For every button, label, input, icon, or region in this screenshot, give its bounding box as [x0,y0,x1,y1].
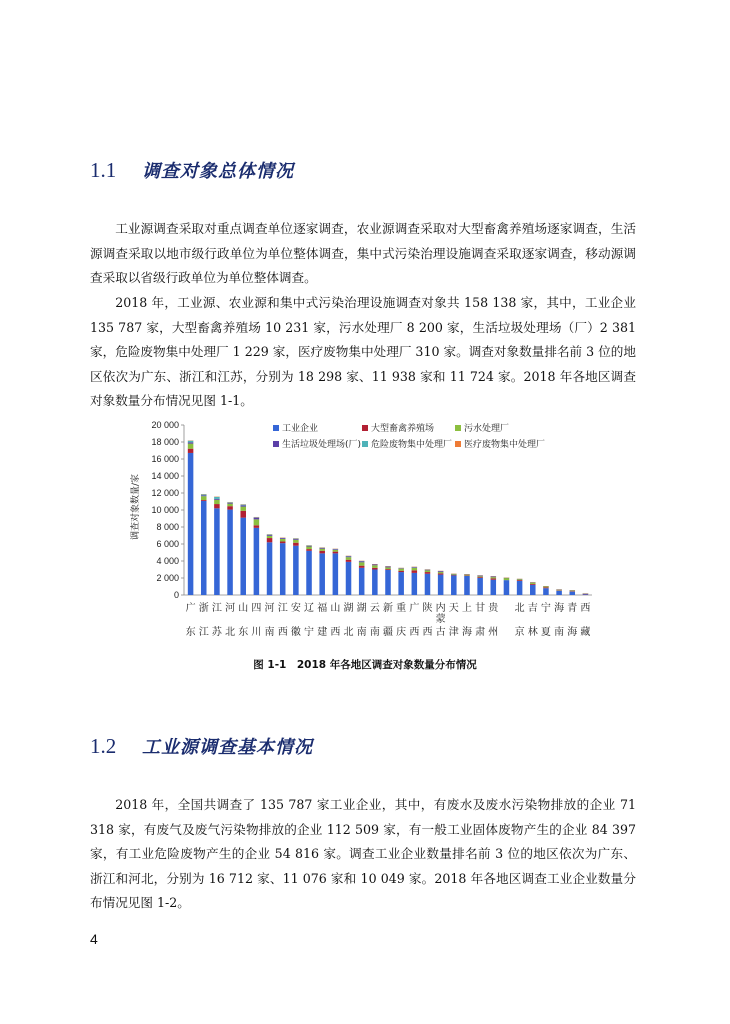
legend-swatch [273,441,279,447]
bar-segment [385,570,391,595]
section-title: 工业源调查基本情况 [142,737,313,758]
category-label: 吉 [527,603,538,614]
category-label: 宁 [540,603,551,614]
bar-segment [293,543,299,546]
category-label: 重 [396,603,407,614]
bar-segment [319,549,325,551]
bar-segment [201,500,207,501]
category-label: 上 [461,603,472,614]
bar-segment [201,495,207,496]
page-number: 4 [90,931,98,947]
category-label: 南 [356,627,367,638]
bar-segment [412,573,418,595]
category-label: 藏 [580,627,591,638]
legend-swatch [362,441,368,447]
bar-segment [477,576,483,577]
category-label: 江 [198,627,209,638]
y-tick-label: 4 000 [156,556,179,566]
category-label: 川 [251,627,262,638]
bar-segment [254,519,260,525]
bar-segment [280,539,286,542]
bar-segment [491,577,497,578]
bar-segment [556,591,562,595]
bar-segment [346,560,352,562]
bar-segment [385,567,391,569]
bar-segment [227,506,233,509]
bar-segment [280,538,286,539]
category-label: 蒙 [435,614,446,625]
y-tick-label: 0 [173,590,179,600]
category-label: 夏 [540,627,551,638]
legend-label: 危险废物集中处理厂 [371,440,453,450]
stacked-bar-chart [120,415,610,650]
category-label: 甘 [475,603,486,614]
bar-segment [504,580,510,595]
bar-segment [254,525,260,528]
bar-segment [385,569,391,570]
y-tick-label: 6 000 [156,539,179,549]
legend-swatch [273,425,279,431]
bar-segment [254,528,260,595]
bar-segment [372,565,378,568]
category-label: 海 [567,627,578,638]
bar-segment [412,568,418,571]
bar-segment [543,587,549,588]
category-label: 广 [185,603,196,614]
category-label: 南 [554,627,565,638]
y-tick-label: 14 000 [151,471,179,481]
bar-segment [491,580,497,595]
bar-segment [359,562,365,565]
bar-segment [504,578,510,580]
category-label: 苏 [211,627,222,638]
bar-segment [319,553,325,595]
bar-segment [412,570,418,573]
category-label: 四 [251,603,262,614]
bar-segment [333,552,339,554]
bar-segment [267,538,273,542]
category-label: 西 [277,627,288,638]
section-heading-1-2 [90,733,313,759]
category-label: 湖 [343,603,354,614]
category-label: 京 [514,627,525,638]
bar-segment [188,442,194,443]
category-label: 肃 [475,627,486,638]
legend-label: 污水处理厂 [464,424,510,434]
bar-segment [372,564,378,565]
bar-segment [293,540,299,543]
bar-segment [530,584,536,585]
bar-segment [214,504,220,508]
category-label: 广 [409,603,420,614]
bar-segment [333,549,339,550]
category-label: 海 [554,603,565,614]
category-label: 山 [238,603,249,614]
bar-segment [346,556,352,557]
category-label: 东 [238,627,249,638]
section-number: 1.2 [90,734,117,758]
bar-segment [464,576,470,595]
category-label: 疆 [383,627,393,638]
category-label: 山 [330,603,341,614]
category-label: 辽 [304,603,315,614]
y-axis-label: 调查对象数量/家 [131,473,141,541]
bar-segment [319,551,325,554]
bar-segment [306,547,312,550]
category-label: 云 [369,603,380,614]
x-axis-labels [186,601,591,638]
bar-segment [438,575,444,595]
section-title: 调查对象总体情况 [142,161,294,182]
bar-segment [214,500,220,504]
y-tick-label: 16 000 [151,454,179,464]
category-label: 贵 [488,603,499,614]
category-label: 陕 [422,603,433,614]
bar-segment [319,548,325,549]
bar-segment [412,567,418,568]
y-tick-label: 12 000 [151,488,179,498]
y-tick-label: 18 000 [151,437,179,447]
section-heading-1-1 [90,157,294,183]
bar-segment [425,570,431,571]
bar-segment [201,496,207,500]
category-label: 海 [461,627,472,638]
category-label: 宁 [304,627,315,638]
category-label: 南 [369,627,380,638]
bar-segment [240,505,246,506]
bar-segment [385,567,391,568]
bar-segment [280,543,286,595]
category-label: 安 [290,603,301,614]
category-label: 徽 [290,627,301,638]
legend-label: 生活垃圾处理场(厂) [282,440,362,450]
bar-segment [530,585,536,595]
bar-segment [359,568,365,595]
bar-segment [425,574,431,595]
bars [188,440,588,595]
bar-segment [477,576,483,577]
bar-segment [267,542,273,595]
y-tick-label: 2 000 [156,573,179,583]
category-label: 南 [264,627,275,638]
bar-segment [425,572,431,574]
category-label: 林 [527,627,538,638]
bar-segment [293,546,299,595]
bar-segment [359,566,365,568]
bar-segment [188,449,194,453]
paragraph: 工业源调查采取对重点调查单位逐家调查，农业源调查采取对大型畜禽养殖场逐家调查，生活源调查采取以地市级行政单位为单位整体调查，集中式污染治理设施调查采取逐家调查，移动源调查采取以省级行政单位为单位整体调查。 [90,221,636,285]
bar-segment [491,578,497,579]
bar-segment [477,577,483,578]
category-label: 庆 [396,627,407,638]
bar-segment [372,568,378,570]
paragraph: 2018 年，工业源、农业源和集中式污染治理设施调查对象共 158 138 家，其中，工业企业 135 787 家，大型畜禽养殖场 10 231 家，污水处理厂 8 200 家，生活垃圾处理场（厂）2 381 家，危险废物集中处理厂 1 229 家，医疗废物集中处理厂 310 家。调查对象数量排名前 3 位的地区依次为广东、浙江和江苏，分别为 18 298 家、11 938 家和 11 724 家。2018 年各地区调查对象数量分布情况见图 1-1。 [90,295,636,408]
bar-segment [517,580,523,581]
bar-segment [569,591,575,592]
category-label: 古 [435,627,446,638]
bar-segment [333,553,339,595]
category-label: 西 [330,627,341,638]
category-label: 东 [185,627,196,638]
bar-segment [398,572,404,595]
category-label: 州 [488,627,499,638]
y-tick-label: 20 000 [151,420,179,430]
bar-segment [280,541,286,543]
bar-segment [267,536,273,538]
bar-segment [188,453,194,595]
bar-segment [214,508,220,595]
legend-label: 医疗废物集中处理厂 [464,440,546,450]
section-number: 1.1 [90,158,117,182]
bar-segment [214,497,220,499]
bar-segment [306,546,312,547]
category-label: 西 [580,603,591,614]
bar-segment [477,578,483,595]
bar-segment [543,588,549,595]
category-label: 河 [225,603,236,614]
paragraph: 2018 年，全国共调查了 135 787 家工业企业，其中，有废水及废水污染物排放的企业 71 318 家，有废气及废气污染物排放的企业 112 509 家，有一般工业固体废物产生的企业 84 397 家，有工业危险废物产生的企业 54 816 家。调查工业企业数量排名前 3 位的地区依次为广东、浙江和河北，分别为 16 712 家、11 076 家和 10 049 家。2018 年各地区调查工业企业数量分布情况见图 1-2。 [90,797,636,910]
category-label: 津 [448,627,459,638]
category-label: 福 [317,603,328,614]
bar-segment [438,571,444,572]
bar-segment [346,557,352,560]
y-tick-label: 8 000 [156,522,179,532]
category-label: 湖 [356,603,367,614]
bar-segment [372,570,378,596]
bar-segment [530,583,536,584]
category-label: 浙 [198,603,209,614]
bar-segment [398,568,404,569]
legend-swatch [362,425,368,431]
bar-segment [227,510,233,595]
bar-segment [188,441,194,443]
legend-swatch [455,441,461,447]
category-label: 北 [343,627,354,638]
bar-segment [227,504,233,507]
figure-caption: 图 1-1 2018 年各地区调查对象数量分布情况 [253,659,477,671]
category-label: 建 [317,627,328,638]
bar-segment [451,575,457,595]
bar-segment [517,579,523,580]
bar-segment [333,550,339,552]
bar-segment [267,535,273,536]
legend-swatch [455,425,461,431]
category-label: 青 [567,603,578,614]
category-label: 西 [422,627,433,638]
bar-segment [543,587,549,588]
bar-segment [240,511,246,518]
bar-segment [398,571,404,572]
bar-segment [438,572,444,573]
bar-segment [359,561,365,562]
category-label: 北 [225,627,236,638]
category-label: 内 [435,603,446,614]
bar-segment [569,592,575,595]
bar-segment [201,501,207,595]
bar-segment [240,518,246,595]
category-label: 江 [277,603,288,614]
category-label: 新 [383,603,393,614]
bar-segment [346,562,352,595]
bar-segment [214,499,220,500]
category-label: 江 [211,603,222,614]
category-label: 西 [409,627,420,638]
category-label: 北 [514,603,525,614]
legend-label: 工业企业 [282,424,319,434]
legend-label: 大型畜禽养殖场 [371,424,435,434]
bar-segment [425,570,431,572]
bar-segment [306,551,312,595]
y-tick-label: 10 000 [151,505,179,515]
category-label: 河 [264,603,275,614]
bar-segment [398,569,404,571]
bar-segment [254,518,260,520]
bar-segment [306,549,312,551]
bar-segment [240,507,246,511]
bar-segment [517,581,523,595]
category-label: 天 [448,603,459,614]
bar-segment [227,503,233,504]
bar-segment [188,444,194,449]
bar-segment [293,539,299,540]
legend [273,422,545,450]
bar-segment [438,573,444,574]
